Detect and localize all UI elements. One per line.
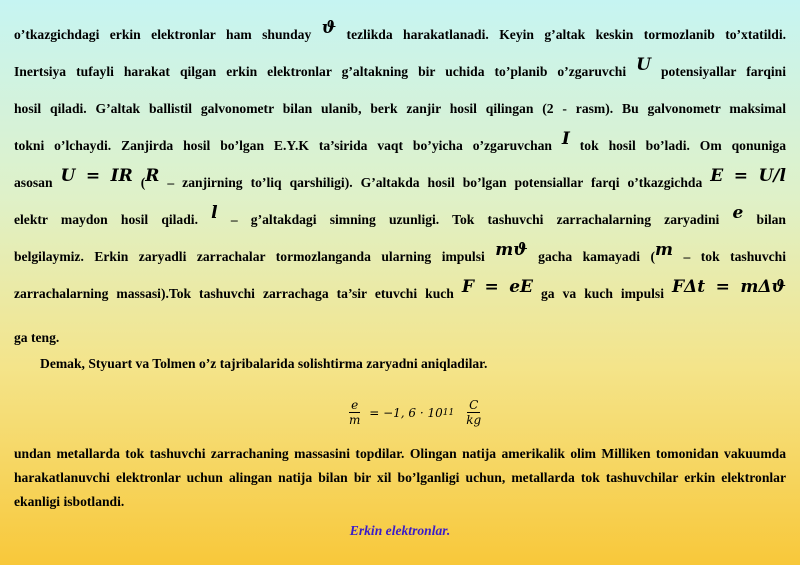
math-symbol: R <box>145 166 160 186</box>
text-run: asosan <box>14 175 61 190</box>
paragraph-main <box>14 16 786 312</box>
fraction-e-over-m <box>347 398 362 427</box>
formula-exponent: 11 <box>442 407 455 418</box>
fraction-unit <box>464 398 483 427</box>
paragraph-conclusion: Demak, Styuart va Tolmen o’z tajribalarida solishtirma zaryadni aniqladilar. <box>40 356 488 371</box>
text-line <box>14 90 786 127</box>
text-run: elektr maydon hosil qiladi. <box>14 212 212 227</box>
math-symbol: ϑ <box>321 18 337 38</box>
text-run: ( <box>132 175 146 190</box>
math-symbol: e <box>732 203 744 223</box>
fraction-denominator: m <box>349 413 361 427</box>
math-formula: mϑ <box>495 240 528 260</box>
math-symbol: U <box>636 55 651 75</box>
text-run: ga va kuch impulsi <box>533 286 672 301</box>
unit-numerator: C <box>469 398 479 412</box>
section-title: Erkin elektronlar. <box>349 523 451 538</box>
text-run: potensiyallar farqini <box>650 64 787 79</box>
math-formula: E = U/l <box>710 166 786 186</box>
text-run: o’tkazgichdagi erkin elektronlar ham shunday <box>14 27 322 42</box>
math-formula: FΔt = mΔϑ <box>671 277 786 297</box>
text-line <box>14 201 786 238</box>
text-line <box>14 53 786 90</box>
text-line <box>14 164 786 201</box>
math-formula: U = IR <box>60 166 133 186</box>
text-line <box>14 127 786 164</box>
text-line <box>14 238 786 275</box>
text-line-last: ga teng. <box>14 330 60 345</box>
text-run: gacha kamayadi ( <box>527 249 656 264</box>
text-run: – zanjirning to’liq qarshiligi). G’altakda hosil bo’lgan potensiallar farqi o’tkazgichda <box>159 175 711 190</box>
math-symbol: I <box>561 129 570 149</box>
text-run: zarrachalarning massasi).Tok tashuvchi zarrachaga ta’sir etuvchi kuch <box>14 286 462 301</box>
paragraph-result: undan metallarda tok tashuvchi zarrachaning massasini topdilar. Olingan natija amerikalik olim Milliken tomonidan vakuumda harakatlanuvchi elektronlar uchun alingan natija bilan bir xil bo’lganligi uchun, metallarda tok tashuvchilar erkin elektronlar ekanligi isbotlandi. <box>14 446 786 509</box>
fraction-numerator: e <box>351 398 359 412</box>
math-symbol: l <box>211 203 218 223</box>
text-run: tokni o’lchaydi. Zanjirda hosil bo’lgan E.Y.K ta’sirida vaqt bo’yicha o’zgaruvchan <box>14 138 562 153</box>
text-run: Inertsiya tufayli harakat qilgan erkin elektronlar g’altakning bir uchida to’planib o’zgaruvchi <box>14 64 637 79</box>
math-symbol: m <box>655 240 674 260</box>
text-run: tok hosil bo’ladi. Om qonuniga <box>569 138 786 153</box>
text-run: tezlikda harakatlanadi. Keyin g’altak keskin tormozlanib to’xtatildi. <box>336 27 786 42</box>
text-line <box>14 16 786 53</box>
math-formula: F = eE <box>461 277 533 297</box>
formula-value: = −1, 6 · 10 <box>365 405 443 420</box>
text-line <box>14 275 786 312</box>
text-run: – g’altakdagi simning uzunligi. Tok tashuvchi zarrachalarning zaryadini <box>217 212 733 227</box>
unit-denominator: kg <box>466 413 482 427</box>
text-run: bilan <box>743 212 786 227</box>
specific-charge-formula <box>344 398 486 427</box>
text-run: belgilaymiz. Erkin zaryadli zarrachalar tormozlanganda ularning impulsi <box>14 249 496 264</box>
text-run: – tok tashuvchi <box>673 249 787 264</box>
text-run: hosil qiladi. G’altak ballistil galvonometr bilan ulanib, berk zanjir hosil qilingan (2 - rasm). Bu galvonometr maksimal <box>14 101 786 116</box>
